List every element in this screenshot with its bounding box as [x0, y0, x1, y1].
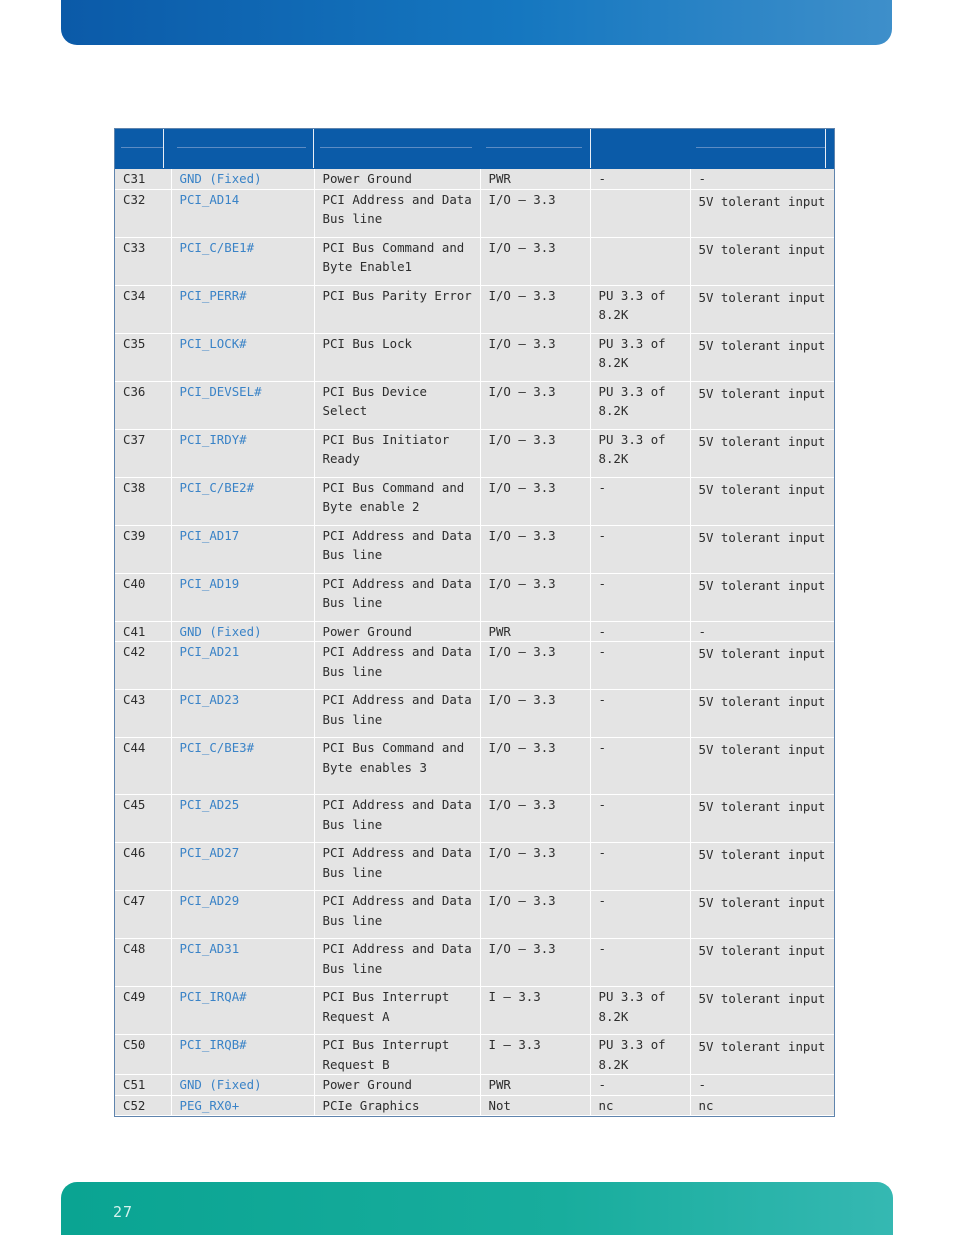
- footer-banner: [61, 1182, 893, 1235]
- type-cell: PWR: [480, 169, 590, 189]
- type-cell: I/O – 3.3: [480, 573, 590, 621]
- type-cell: I/O – 3.3: [480, 477, 590, 525]
- termination-cell: -: [590, 642, 690, 690]
- termination-cell: -: [590, 621, 690, 642]
- table-row: [115, 237, 834, 285]
- signal-cell: PCI_C/BE3#: [171, 738, 314, 795]
- description-cell: Power Ground: [314, 1075, 480, 1096]
- table-row: [115, 795, 834, 843]
- comment-cell: -: [690, 169, 834, 189]
- type-cell: I/O – 3.3: [480, 690, 590, 738]
- signal-cell: PCI_AD19: [171, 573, 314, 621]
- pin-cell: C38: [115, 477, 171, 525]
- page-number: 27: [113, 1203, 134, 1221]
- table-row: [115, 690, 834, 738]
- signal-cell: PCI_AD21: [171, 642, 314, 690]
- header-cell-comment: [690, 129, 834, 168]
- pin-cell: C32: [115, 189, 171, 237]
- header-cell-signal: [171, 129, 314, 168]
- type-cell: I/O – 3.3: [480, 285, 590, 333]
- description-cell: PCI Bus Parity Error: [314, 285, 480, 333]
- pin-cell: C39: [115, 525, 171, 573]
- termination-cell: -: [590, 1075, 690, 1096]
- comment-cell: 5V tolerant input: [690, 795, 834, 843]
- table-row: [115, 429, 834, 477]
- pin-cell: C43: [115, 690, 171, 738]
- type-cell: PWR: [480, 621, 590, 642]
- comment-cell: -: [690, 1075, 834, 1096]
- termination-cell: -: [590, 843, 690, 891]
- pin-cell: C42: [115, 642, 171, 690]
- table-header: [115, 129, 834, 169]
- signal-cell: PCI_AD17: [171, 525, 314, 573]
- pin-cell: C33: [115, 237, 171, 285]
- pin-cell: C49: [115, 987, 171, 1035]
- signal-cell: PEG_RX0+: [171, 1095, 314, 1116]
- pin-cell: C45: [115, 795, 171, 843]
- description-cell: PCI Address and Data Bus line: [314, 189, 480, 237]
- termination-cell: nc: [590, 1095, 690, 1116]
- description-cell: PCI Bus Command and Byte enable 2: [314, 477, 480, 525]
- description-cell: PCI Address and Data Bus line: [314, 795, 480, 843]
- signal-cell: GND (Fixed): [171, 621, 314, 642]
- type-cell: Not: [480, 1095, 590, 1116]
- termination-cell: -: [590, 939, 690, 987]
- signal-cell: PCI_DEVSEL#: [171, 381, 314, 429]
- description-cell: PCI Address and Data Bus line: [314, 939, 480, 987]
- termination-cell: PU 3.3 of 8.2K: [590, 333, 690, 381]
- comment-cell: 5V tolerant input: [690, 333, 834, 381]
- signal-cell: PCI_IRQB#: [171, 1035, 314, 1075]
- pinout-table-body: [115, 169, 834, 1116]
- description-cell: PCI Bus Lock: [314, 333, 480, 381]
- table-row: [115, 477, 834, 525]
- termination-cell: [590, 189, 690, 237]
- comment-cell: 5V tolerant input: [690, 237, 834, 285]
- table-row: [115, 333, 834, 381]
- description-cell: PCI Bus Command and Byte Enable1: [314, 237, 480, 285]
- comment-cell: 5V tolerant input: [690, 381, 834, 429]
- type-cell: I – 3.3: [480, 987, 590, 1035]
- description-cell: PCIe Graphics: [314, 1095, 480, 1116]
- signal-cell: GND (Fixed): [171, 1075, 314, 1096]
- termination-cell: -: [590, 573, 690, 621]
- table-row: [115, 642, 834, 690]
- pin-cell: C37: [115, 429, 171, 477]
- pin-cell: C40: [115, 573, 171, 621]
- signal-cell: PCI_AD27: [171, 843, 314, 891]
- table-row: [115, 843, 834, 891]
- termination-cell: -: [590, 169, 690, 189]
- signal-cell: GND (Fixed): [171, 169, 314, 189]
- header-banner: [61, 0, 892, 45]
- comment-cell: 5V tolerant input: [690, 429, 834, 477]
- header-separator: [163, 129, 164, 168]
- termination-cell: PU 3.3 of 8.2K: [590, 285, 690, 333]
- comment-cell: 5V tolerant input: [690, 843, 834, 891]
- table-row: [115, 573, 834, 621]
- comment-cell: 5V tolerant input: [690, 525, 834, 573]
- type-cell: I/O – 3.3: [480, 333, 590, 381]
- termination-cell: PU 3.3 of 8.2K: [590, 1035, 690, 1075]
- termination-cell: -: [590, 690, 690, 738]
- comment-cell: 5V tolerant input: [690, 939, 834, 987]
- description-cell: PCI Bus Interrupt Request A: [314, 987, 480, 1035]
- signal-cell: PCI_AD29: [171, 891, 314, 939]
- signal-cell: PCI_AD31: [171, 939, 314, 987]
- table-row: [115, 169, 834, 189]
- header-cell-type: [480, 129, 590, 168]
- type-cell: I/O – 3.3: [480, 525, 590, 573]
- description-cell: Power Ground: [314, 169, 480, 189]
- pin-cell: C51: [115, 1075, 171, 1096]
- type-cell: I/O – 3.3: [480, 795, 590, 843]
- comment-cell: 5V tolerant input: [690, 477, 834, 525]
- type-cell: I/O – 3.3: [480, 738, 590, 795]
- pinout-table: [114, 128, 835, 1117]
- table-row: [115, 621, 834, 642]
- comment-cell: nc: [690, 1095, 834, 1116]
- pin-cell: C36: [115, 381, 171, 429]
- comment-cell: 5V tolerant input: [690, 690, 834, 738]
- table-row: [115, 738, 834, 795]
- pin-cell: C35: [115, 333, 171, 381]
- termination-cell: PU 3.3 of 8.2K: [590, 429, 690, 477]
- comment-cell: 5V tolerant input: [690, 1035, 834, 1075]
- pin-cell: C50: [115, 1035, 171, 1075]
- type-cell: PWR: [480, 1075, 590, 1096]
- comment-cell: -: [690, 621, 834, 642]
- termination-cell: PU 3.3 of 8.2K: [590, 381, 690, 429]
- description-cell: PCI Address and Data Bus line: [314, 525, 480, 573]
- description-cell: PCI Bus Interrupt Request B: [314, 1035, 480, 1075]
- signal-cell: PCI_IRQA#: [171, 987, 314, 1035]
- pin-cell: C41: [115, 621, 171, 642]
- termination-cell: PU 3.3 of 8.2K: [590, 987, 690, 1035]
- signal-cell: PCI_AD23: [171, 690, 314, 738]
- type-cell: I/O – 3.3: [480, 891, 590, 939]
- pin-cell: C46: [115, 843, 171, 891]
- type-cell: I/O – 3.3: [480, 939, 590, 987]
- type-cell: I/O – 3.3: [480, 189, 590, 237]
- table-row: [115, 987, 834, 1035]
- description-cell: PCI Address and Data Bus line: [314, 573, 480, 621]
- type-cell: I/O – 3.3: [480, 237, 590, 285]
- table-row: [115, 1095, 834, 1116]
- comment-cell: 5V tolerant input: [690, 573, 834, 621]
- description-cell: PCI Address and Data Bus line: [314, 843, 480, 891]
- pin-cell: C52: [115, 1095, 171, 1116]
- pin-cell: C48: [115, 939, 171, 987]
- comment-cell: 5V tolerant input: [690, 285, 834, 333]
- description-cell: PCI Bus Command and Byte enables 3: [314, 738, 480, 795]
- pin-cell: C44: [115, 738, 171, 795]
- type-cell: I – 3.3: [480, 1035, 590, 1075]
- termination-cell: -: [590, 795, 690, 843]
- signal-cell: PCI_C/BE1#: [171, 237, 314, 285]
- termination-cell: -: [590, 477, 690, 525]
- description-cell: PCI Address and Data Bus line: [314, 891, 480, 939]
- type-cell: I/O – 3.3: [480, 843, 590, 891]
- table-row: [115, 1035, 834, 1075]
- pin-cell: C34: [115, 285, 171, 333]
- termination-cell: [590, 237, 690, 285]
- table-row: [115, 1075, 834, 1096]
- signal-cell: PCI_C/BE2#: [171, 477, 314, 525]
- table-row: [115, 189, 834, 237]
- pin-cell: C31: [115, 169, 171, 189]
- signal-cell: PCI_IRDY#: [171, 429, 314, 477]
- signal-cell: PCI_PERR#: [171, 285, 314, 333]
- header-cell-termination: [590, 129, 690, 168]
- description-cell: PCI Address and Data Bus line: [314, 690, 480, 738]
- description-cell: PCI Bus Device Select: [314, 381, 480, 429]
- description-cell: Power Ground: [314, 621, 480, 642]
- signal-cell: PCI_AD25: [171, 795, 314, 843]
- type-cell: I/O – 3.3: [480, 429, 590, 477]
- pin-cell: C47: [115, 891, 171, 939]
- type-cell: I/O – 3.3: [480, 381, 590, 429]
- table-row: [115, 525, 834, 573]
- description-cell: PCI Address and Data Bus line: [314, 642, 480, 690]
- signal-cell: PCI_LOCK#: [171, 333, 314, 381]
- type-cell: I/O – 3.3: [480, 642, 590, 690]
- comment-cell: 5V tolerant input: [690, 189, 834, 237]
- comment-cell: 5V tolerant input: [690, 642, 834, 690]
- signal-cell: PCI_AD14: [171, 189, 314, 237]
- comment-cell: 5V tolerant input: [690, 891, 834, 939]
- table-row: [115, 891, 834, 939]
- termination-cell: -: [590, 525, 690, 573]
- table-row: [115, 285, 834, 333]
- description-cell: PCI Bus Initiator Ready: [314, 429, 480, 477]
- table-row: [115, 939, 834, 987]
- table-row: [115, 381, 834, 429]
- termination-cell: -: [590, 891, 690, 939]
- comment-cell: 5V tolerant input: [690, 987, 834, 1035]
- header-separator: [825, 129, 826, 168]
- comment-cell: 5V tolerant input: [690, 738, 834, 795]
- header-cell-description: [314, 129, 480, 168]
- termination-cell: -: [590, 738, 690, 795]
